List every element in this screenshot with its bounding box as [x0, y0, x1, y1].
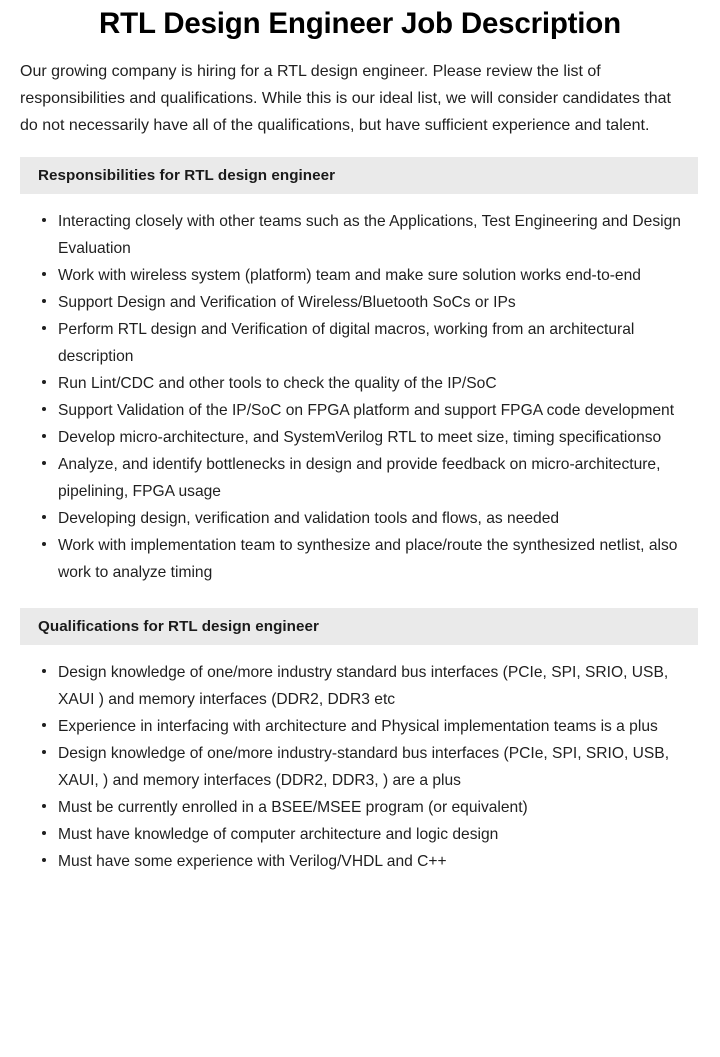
- list-item: [0, 532, 698, 586]
- list-item-text: Analyze, and identify bottlenecks in design and provide feedback on micro-architecture, pipelining, FPGA usage: [58, 456, 661, 500]
- list-item-text: Must have some experience with Verilog/VHDL and C++: [58, 853, 447, 870]
- list-item-text: Run Lint/CDC and other tools to check the quality of the IP/SoC: [58, 375, 497, 392]
- list-item-text: Work with wireless system (platform) team and make sure solution works end-to-end: [58, 267, 641, 284]
- bullet-icon: [42, 407, 46, 411]
- bullet-icon: [42, 299, 46, 303]
- qualifications-header-label: Qualifications for RTL design engineer: [38, 618, 319, 635]
- list-item: [0, 262, 698, 289]
- intro-paragraph: Our growing company is hiring for a RTL design engineer. Please review the list of responsibilities and qualifications. While this is our ideal list, we will consider candidates that do not necessarily have all of the qualifications, but have sufficient experience and talent.: [20, 63, 671, 134]
- bullet-icon: [42, 858, 46, 862]
- page-title: RTL Design Engineer Job Description: [99, 7, 621, 40]
- list-item: [0, 370, 698, 397]
- list-item-text: Experience in interfacing with architecture and Physical implementation teams is a plus: [58, 718, 658, 735]
- list-item-text: Must be currently enrolled in a BSEE/MSEE program (or equivalent): [58, 799, 528, 816]
- list-item-text: Interacting closely with other teams such as the Applications, Test Engineering and Design Evaluation: [58, 213, 681, 257]
- list-item: [0, 424, 698, 451]
- list-item: [0, 713, 698, 740]
- responsibilities-list: [0, 194, 720, 586]
- bullet-icon: [42, 515, 46, 519]
- bullet-icon: [42, 542, 46, 546]
- list-item-text: Work with implementation team to synthesize and place/route the synthesized netlist, also work to analyze timing: [58, 537, 678, 581]
- responsibilities-header-label: Responsibilities for RTL design engineer: [38, 167, 336, 184]
- bullet-icon: [42, 831, 46, 835]
- list-item-text: Support Design and Verification of Wireless/Bluetooth SoCs or IPs: [58, 294, 516, 311]
- list-item: [0, 316, 698, 370]
- bullet-icon: [42, 669, 46, 673]
- bullet-icon: [42, 434, 46, 438]
- list-item: [0, 659, 698, 713]
- list-item-text: Develop micro-architecture, and SystemVerilog RTL to meet size, timing specificationso: [58, 429, 662, 446]
- list-item: [0, 208, 698, 262]
- list-item-text: Support Validation of the IP/SoC on FPGA platform and support FPGA code development: [58, 402, 675, 419]
- qualifications-section: [0, 608, 720, 875]
- responsibilities-header: [20, 157, 698, 194]
- list-item: [0, 451, 698, 505]
- bullet-icon: [42, 804, 46, 808]
- list-item: [0, 821, 698, 848]
- qualifications-list: [0, 645, 720, 875]
- list-item: [0, 397, 698, 424]
- bullet-icon: [42, 750, 46, 754]
- list-item: [0, 289, 698, 316]
- list-item-text: Perform RTL design and Verification of digital macros, working from an architectural description: [58, 321, 635, 365]
- list-item: [0, 848, 698, 875]
- bullet-icon: [42, 218, 46, 222]
- bullet-icon: [42, 461, 46, 465]
- list-item: [0, 740, 698, 794]
- list-item-text: Developing design, verification and validation tools and flows, as needed: [58, 510, 560, 527]
- bullet-icon: [42, 326, 46, 330]
- bullet-icon: [42, 272, 46, 276]
- list-item: [0, 505, 698, 532]
- qualifications-header: [20, 608, 698, 645]
- bullet-icon: [42, 380, 46, 384]
- list-item: [0, 794, 698, 821]
- list-item-text: Design knowledge of one/more industry-standard bus interfaces (PCIe, SPI, SRIO, USB, XAUI, ) and memory interfaces (DDR2, DDR3, ) are a plus: [58, 745, 670, 789]
- list-item-text: Design knowledge of one/more industry standard bus interfaces (PCIe, SPI, SRIO, USB, XAUI ) and memory interfaces (DDR2, DDR3 etc: [58, 664, 669, 708]
- responsibilities-section: [0, 157, 720, 586]
- list-item-text: Must have knowledge of computer architecture and logic design: [58, 826, 499, 843]
- bullet-icon: [42, 723, 46, 727]
